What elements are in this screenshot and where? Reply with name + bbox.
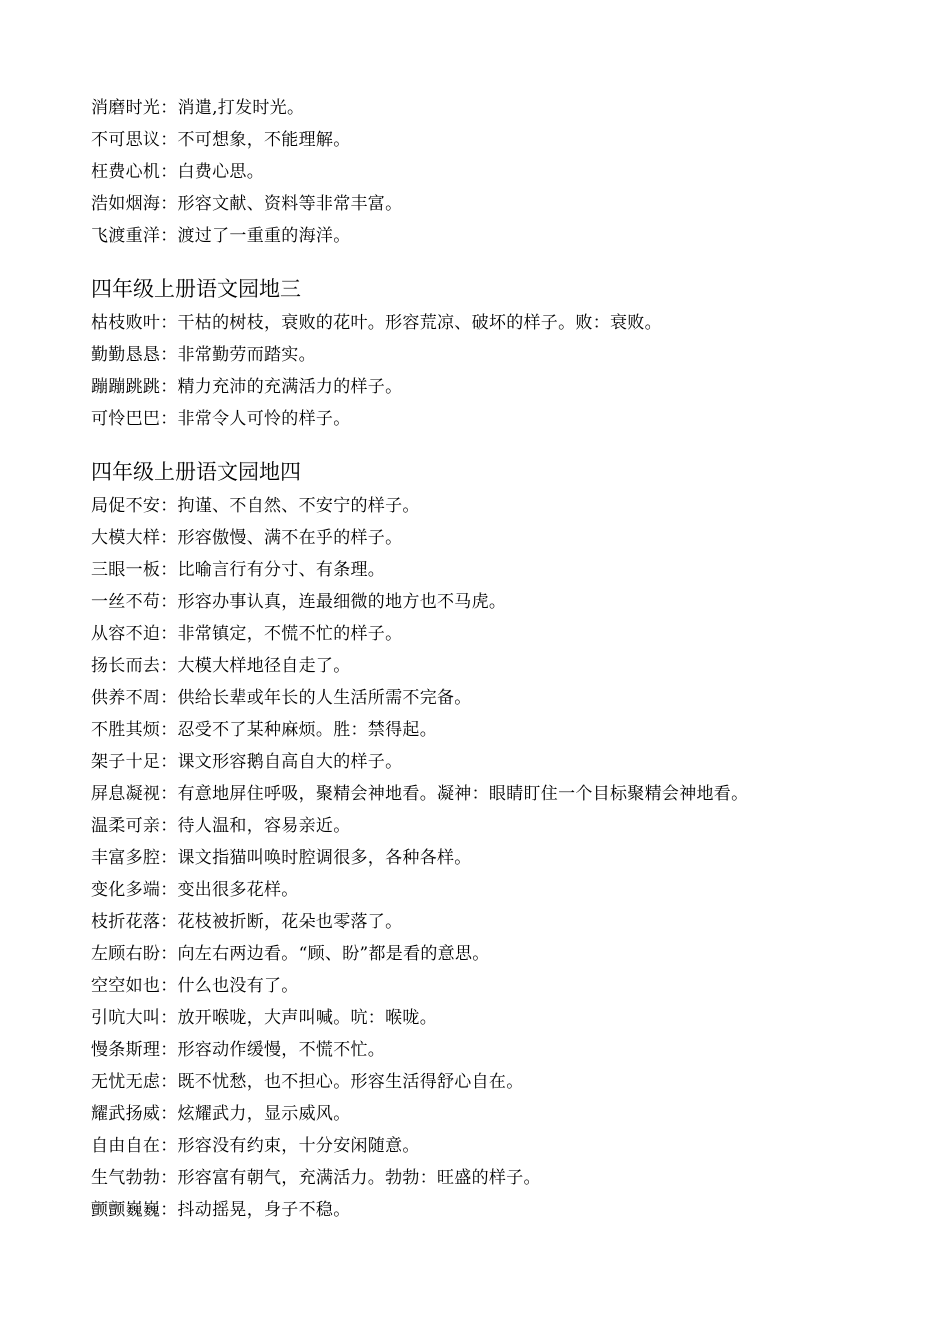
section-garden-four — [91, 457, 911, 1226]
idiom-entry: 左顾右盼：向左右两边看。“顾、盼”都是看的意思。 — [91, 944, 490, 964]
idiom-entry: 不胜其烦：忍受不了某种麻烦。胜：禁得起。 — [91, 720, 437, 740]
document-page — [91, 92, 911, 1226]
idiom-entry: 变化多端：变出很多花样。 — [91, 880, 299, 900]
idiom-entry: 飞渡重洋：渡过了一重重的海洋。 — [91, 226, 351, 246]
section-heading: 四年级上册语文园地三 — [91, 277, 301, 301]
idiom-entry: 供养不周：供给长辈或年长的人生活所需不完备。 — [91, 688, 472, 708]
idiom-entry: 耀武扬威：炫耀武力，显示威风。 — [91, 1104, 351, 1124]
idiom-entry: 屏息凝视：有意地屏住呼吸，聚精会神地看。凝神：眼睛盯住一个目标聚精会神地看。 — [91, 784, 749, 804]
idiom-entry: 消磨时光：消遣,打发时光。 — [91, 98, 305, 118]
idiom-entry: 生气勃勃：形容富有朝气，充满活力。勃勃：旺盛的样子。 — [91, 1168, 541, 1188]
idiom-entry: 局促不安：拘谨、不自然、不安宁的样子。 — [91, 496, 420, 516]
idiom-entry: 枯枝败叶：干枯的树枝，衰败的花叶。形容荒凉、破坏的样子。败：衰败。 — [91, 313, 662, 333]
section-garden-three — [91, 274, 911, 435]
idiom-entry: 丰富多腔：课文指猫叫唤时腔调很多，各种各样。 — [91, 848, 472, 868]
idiom-entry: 枉费心机：白费心思。 — [91, 162, 264, 182]
idiom-entry: 可怜巴巴：非常令人可怜的样子。 — [91, 409, 351, 429]
idiom-entry: 浩如烟海：形容文献、资料等非常丰富。 — [91, 194, 403, 214]
idiom-entry: 架子十足：课文形容鹅自高自大的样子。 — [91, 752, 403, 772]
idiom-entry: 勤勤恳恳：非常勤劳而踏实。 — [91, 345, 316, 365]
idiom-entry: 空空如也：什么也没有了。 — [91, 976, 299, 996]
idiom-entry: 从容不迫：非常镇定，不慌不忙的样子。 — [91, 624, 403, 644]
section-continued — [91, 92, 911, 252]
idiom-entry: 温柔可亲：待人温和，容易亲近。 — [91, 816, 351, 836]
idiom-entry: 慢条斯理：形容动作缓慢，不慌不忙。 — [91, 1040, 386, 1060]
idiom-entry: 颤颤巍巍：抖动摇晃，身子不稳。 — [91, 1200, 351, 1220]
idiom-entry: 枝折花落：花枝被折断，花朵也零落了。 — [91, 912, 403, 932]
idiom-entry: 扬长而去：大模大样地径自走了。 — [91, 656, 351, 676]
idiom-entry: 三眼一板：比喻言行有分寸、有条理。 — [91, 560, 386, 580]
idiom-entry: 引吭大叫：放开喉咙，大声叫喊。吭：喉咙。 — [91, 1008, 437, 1028]
idiom-entry: 大模大样：形容傲慢、满不在乎的样子。 — [91, 528, 403, 548]
idiom-entry: 无忧无虑：既不忧愁，也不担心。形容生活得舒心自在。 — [91, 1072, 524, 1092]
idiom-entry: 蹦蹦跳跳：精力充沛的充满活力的样子。 — [91, 377, 403, 397]
idiom-entry: 一丝不苟：形容办事认真，连最细微的地方也不马虎。 — [91, 592, 507, 612]
idiom-entry: 不可思议：不可想象，不能理解。 — [91, 130, 351, 150]
idiom-entry: 自由自在：形容没有约束，十分安闲随意。 — [91, 1136, 420, 1156]
section-heading: 四年级上册语文园地四 — [91, 460, 301, 484]
